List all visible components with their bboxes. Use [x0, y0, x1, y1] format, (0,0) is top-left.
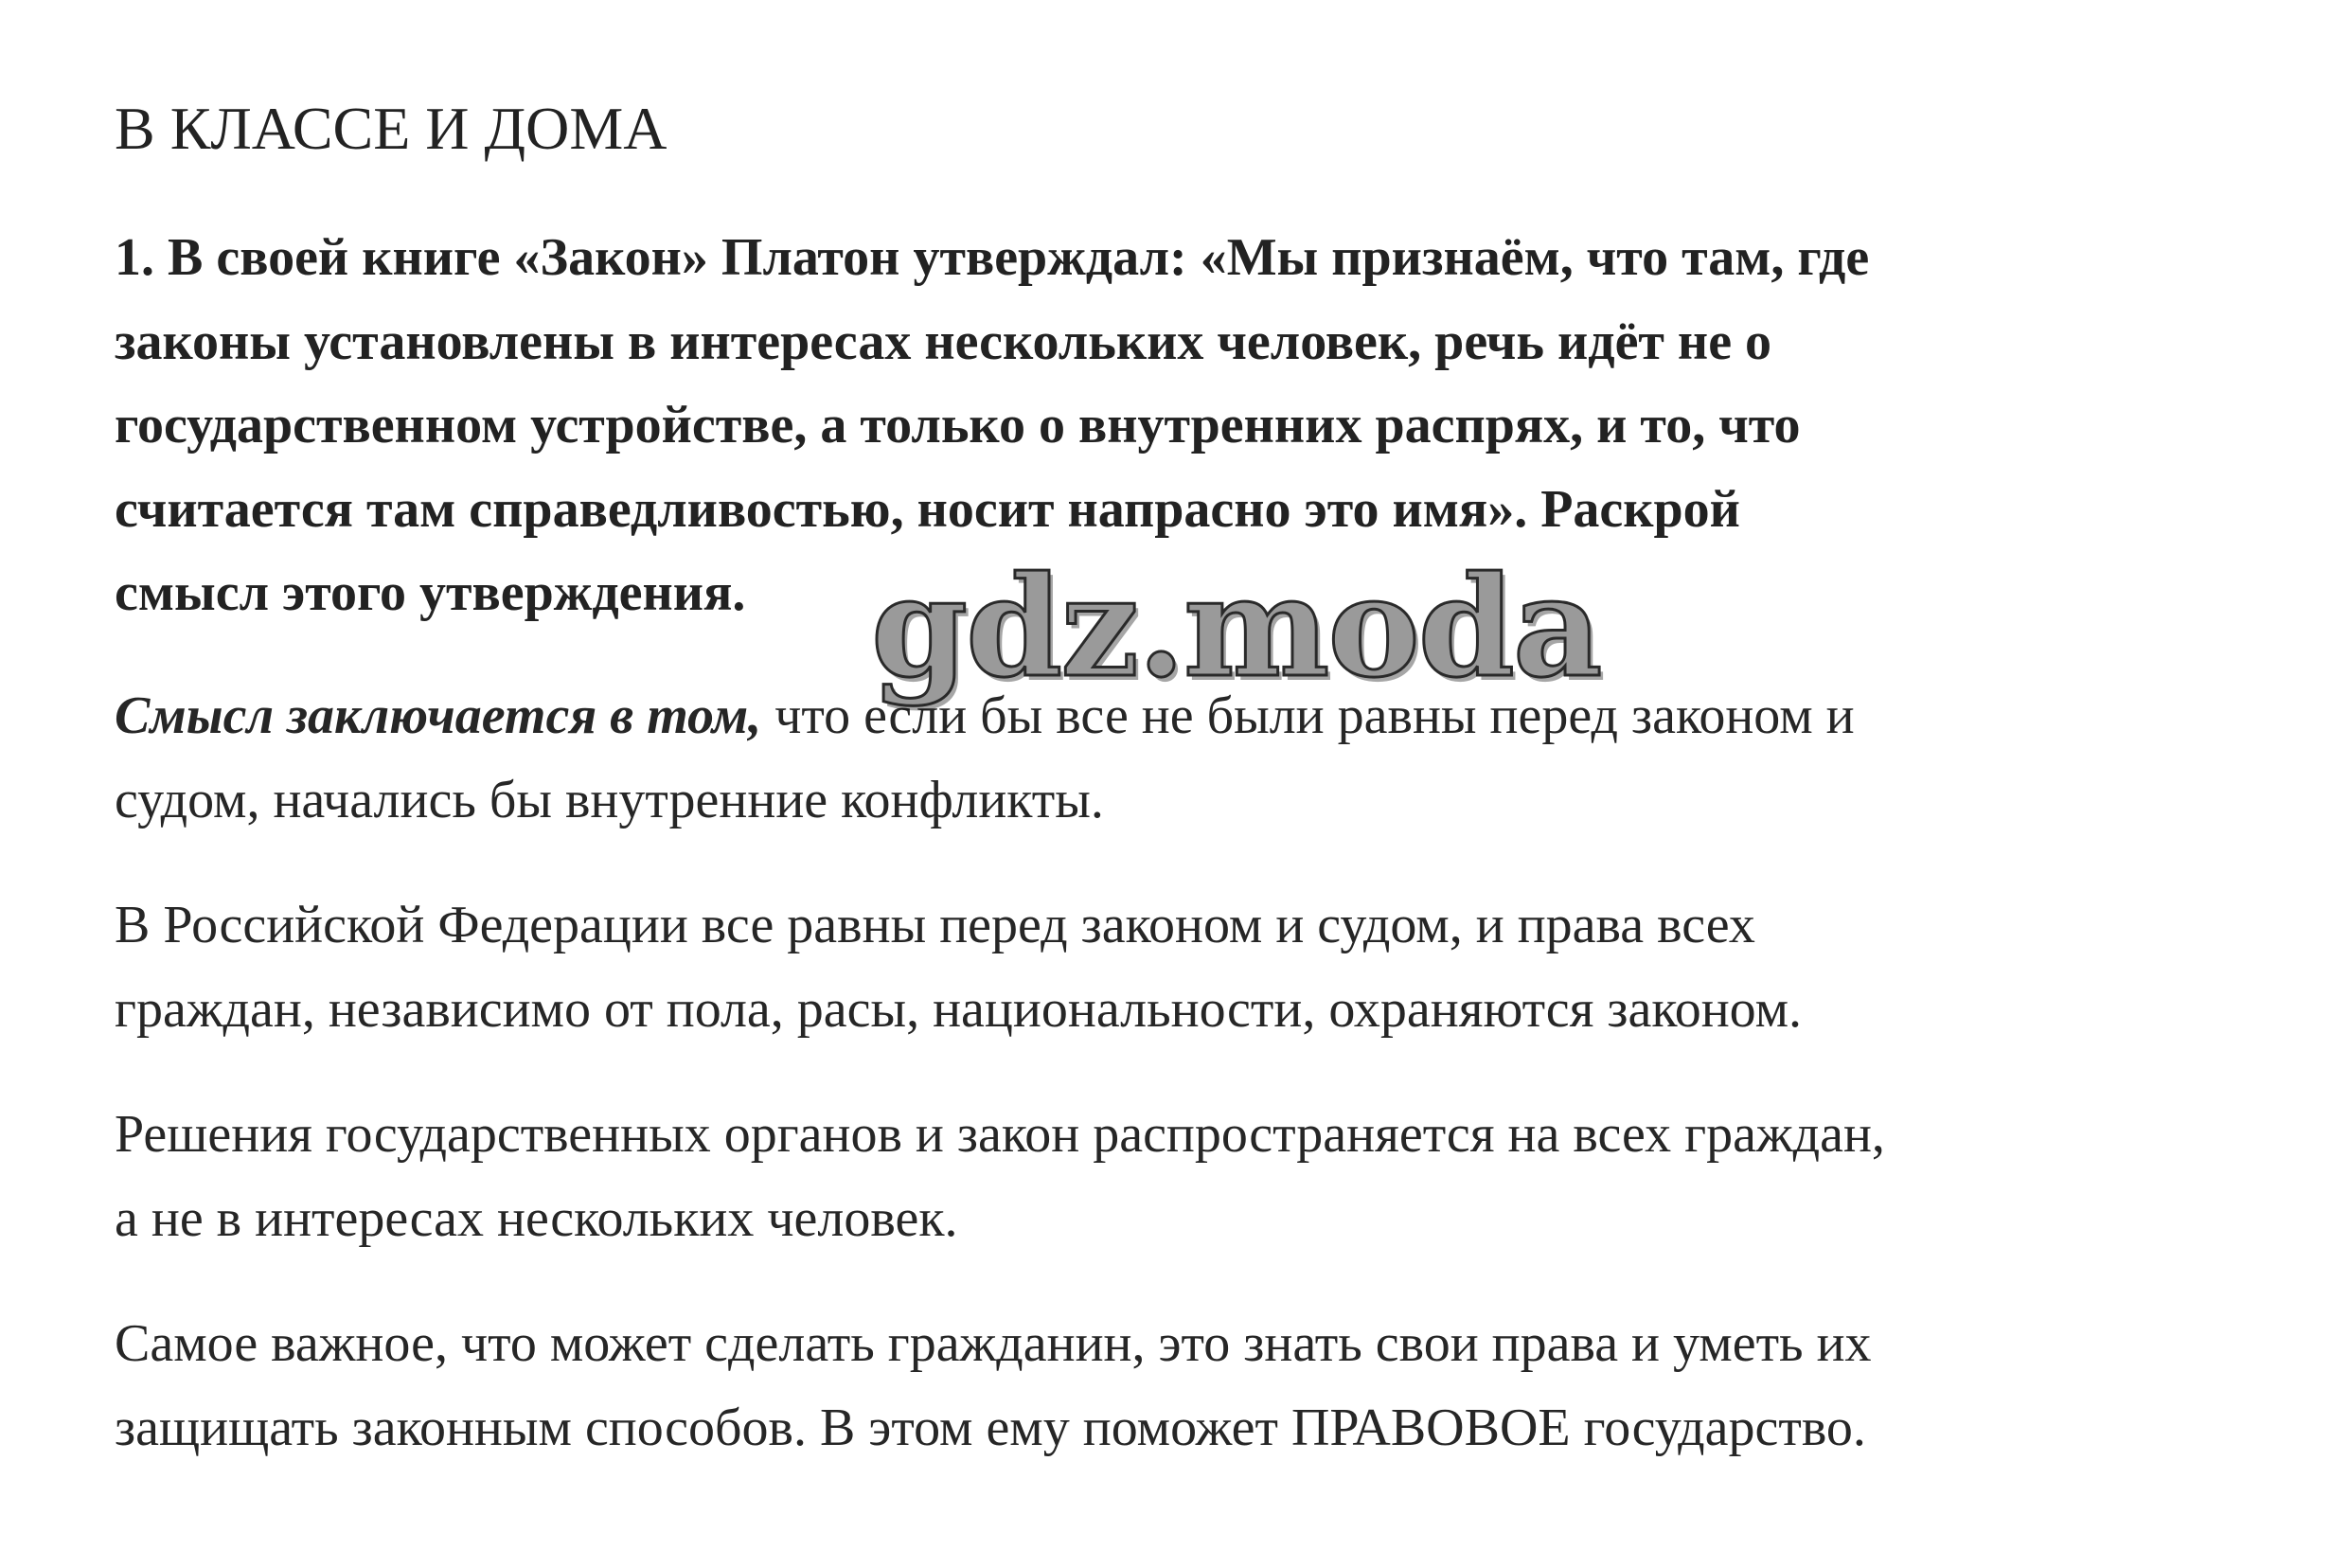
- answer-line: защищать законным способов. В этом ему поможет ПРАВОВОЕ государство.: [115, 1399, 1866, 1457]
- answer-paragraph-4: [115, 1302, 2254, 1470]
- answer-line: Самое важное, что может сделать гражданин, это знать свои права и уметь их: [115, 1314, 1872, 1373]
- task-line: 1. В своей книге «Закон» Платон утверждал: «Мы признаём, что там, где: [115, 228, 1870, 287]
- answer-text: что если бы все не были равны перед законом и: [761, 686, 1855, 745]
- task-line: считается там справедливостью, носит напрасно это имя». Раскрой: [115, 479, 1740, 539]
- task-line: законы установлены в интересах нескольких человек, речь идёт не о: [115, 312, 1772, 371]
- answer-paragraph-2: [115, 883, 2254, 1052]
- task-line: смысл этого утверждения.: [115, 563, 746, 623]
- answer-line: граждан, независимо от пола, расы, национальности, охраняются законом.: [115, 980, 1803, 1039]
- watermark-logo: gdz.moda: [871, 546, 1601, 708]
- answer-line: а не в интересах нескольких человек.: [115, 1189, 958, 1248]
- answer-paragraph-3: [115, 1093, 2254, 1261]
- answer-emphasis: Смысл заключается в том,: [115, 686, 762, 745]
- answer-line: В Российской Федерации все равны перед законом и судом, и права всех: [115, 896, 1755, 954]
- answer-line: Решения государственных органов и закон распространяется на всех граждан,: [115, 1105, 1885, 1164]
- task-line: государственном устройстве, а только о внутренних распрях, и то, что: [115, 396, 1801, 455]
- section-heading: В КЛАССЕ И ДОМА: [115, 95, 667, 162]
- answer-line: судом, начались бы внутренние конфликты.: [115, 771, 1104, 829]
